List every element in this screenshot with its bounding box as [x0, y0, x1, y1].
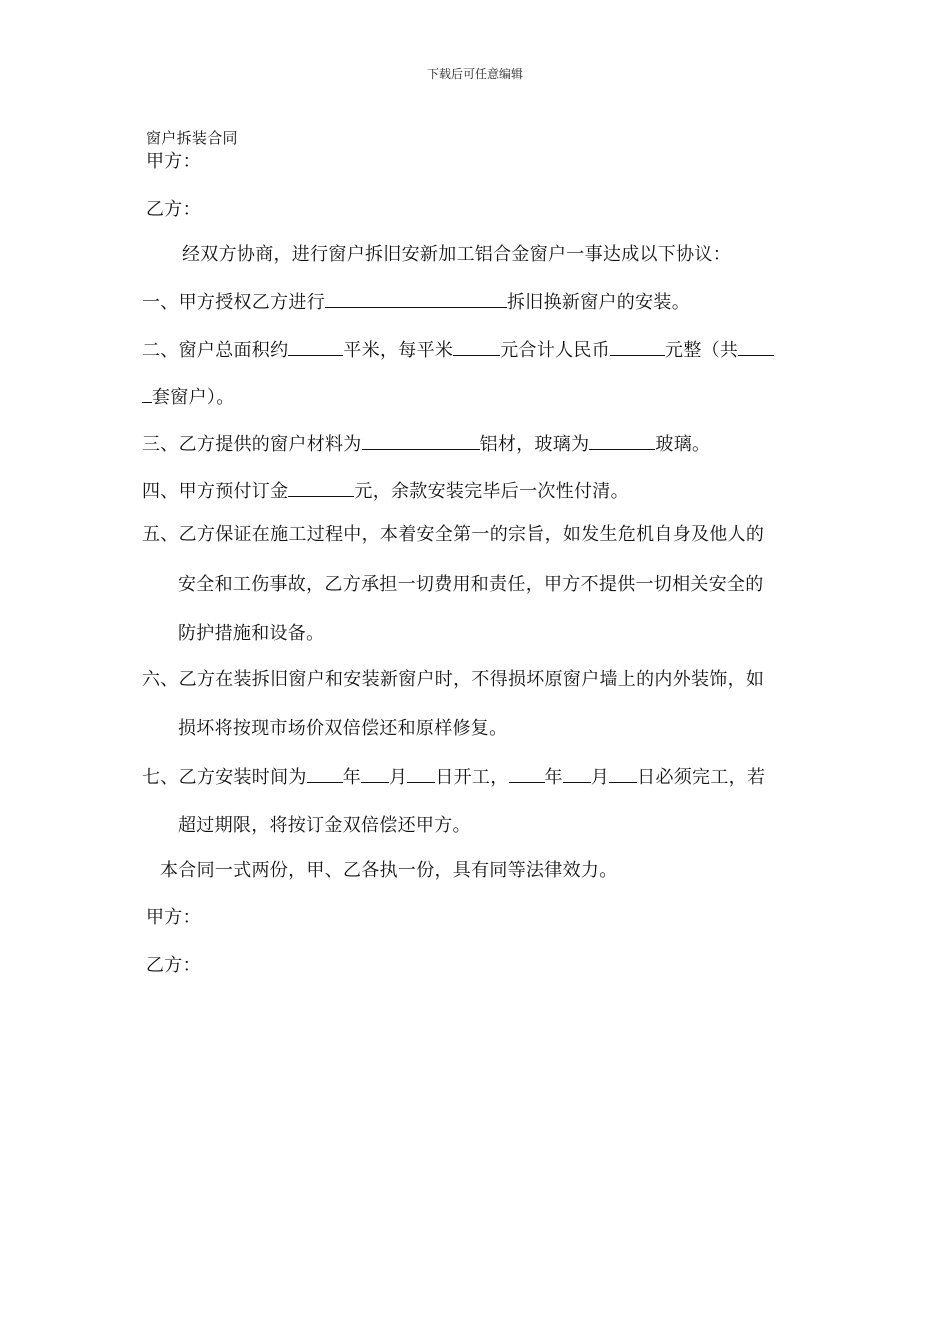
clause-5-line-1: 五、乙方保证在施工过程中，本着安全第一的宗旨，如发生危机自身及他人的	[142, 524, 765, 545]
party-a-label-top: 甲方：	[146, 151, 201, 172]
clause-7-month-2: 月	[590, 767, 610, 788]
clause-7-start: 日开工，	[435, 767, 509, 788]
fill-blank	[288, 478, 354, 497]
clause-5-line-3: 防护措施和设备。	[178, 623, 325, 644]
party-a-label-bottom: 甲方：	[146, 907, 201, 928]
clause-2-text-c: 元合计人民币	[500, 340, 611, 361]
fill-blank	[288, 337, 343, 356]
clause-7-month: 月	[389, 767, 408, 788]
fill-blank	[509, 764, 545, 783]
fill-blank	[563, 764, 591, 783]
clause-6-line-1: 六、乙方在装拆旧窗户和安装新窗户时，不得损坏原窗户墙上的内外装饰，如	[142, 669, 765, 690]
fill-blank	[609, 764, 637, 783]
page-header: 下载后可任意编辑	[426, 67, 523, 81]
fill-blank	[453, 337, 500, 356]
fill-blank	[361, 764, 389, 783]
clause-2	[142, 337, 774, 363]
party-b-label-top: 乙方：	[146, 199, 201, 220]
fill-blank	[307, 764, 343, 783]
fill-blank	[325, 289, 507, 308]
fill-blank	[407, 764, 435, 783]
fill-blank	[362, 431, 480, 450]
fill-blank	[589, 431, 655, 450]
clause-3-text-c: 玻璃。	[655, 434, 711, 455]
fill-blank	[738, 337, 774, 356]
closing-statement: 本合同一式两份，甲、乙各执一份，具有同等法律效力。	[160, 860, 618, 881]
clause-2-continuation	[142, 384, 235, 410]
clause-3	[142, 431, 710, 457]
clause-3-text-a: 三、乙方提供的窗户材料为	[142, 434, 362, 455]
clause-4	[142, 478, 629, 504]
clause-7-year: 年	[342, 767, 362, 788]
clause-4-text-b: 元，余款安装完毕后一次性付清。	[354, 481, 629, 502]
clause-7-line-1	[142, 764, 765, 790]
clause-5-line-2: 安全和工伤事故，乙方承担一切费用和责任，甲方不提供一切相关安全的	[178, 574, 764, 595]
clause-2-text-b: 平米，每平米	[343, 340, 454, 361]
clause-1	[142, 289, 690, 315]
clause-1-text-a: 一、甲方授权乙方进行	[142, 292, 325, 313]
intro-paragraph: 经双方协商，进行窗户拆旧安新加工铝合金窗户一事达成以下协议：	[182, 244, 731, 265]
fill-blank	[142, 384, 152, 403]
clause-3-text-b: 铝材，玻璃为	[479, 434, 590, 455]
contract-title: 窗户拆装合同	[146, 129, 238, 147]
clause-7-text-a: 七、乙方安装时间为	[142, 767, 307, 788]
clause-2-text-d: 元整（共	[665, 340, 739, 361]
clause-1-text-b: 拆旧换新窗户的安装。	[507, 292, 690, 313]
clause-7-year-2: 年	[544, 767, 563, 788]
party-b-label-bottom: 乙方：	[146, 955, 201, 976]
clause-6-line-2: 损坏将按现市场价双倍偿还和原样修复。	[178, 718, 508, 739]
fill-blank	[610, 337, 665, 356]
clause-7-line-2: 超过期限，将按订金双倍偿还甲方。	[178, 815, 471, 836]
clause-2-text-e: 套窗户）。	[152, 387, 235, 408]
clause-7-end: 日必须完工，若	[637, 767, 766, 788]
clause-4-text-a: 四、甲方预付订金	[142, 481, 289, 502]
clause-2-text-a: 二、窗户总面积约	[142, 340, 289, 361]
